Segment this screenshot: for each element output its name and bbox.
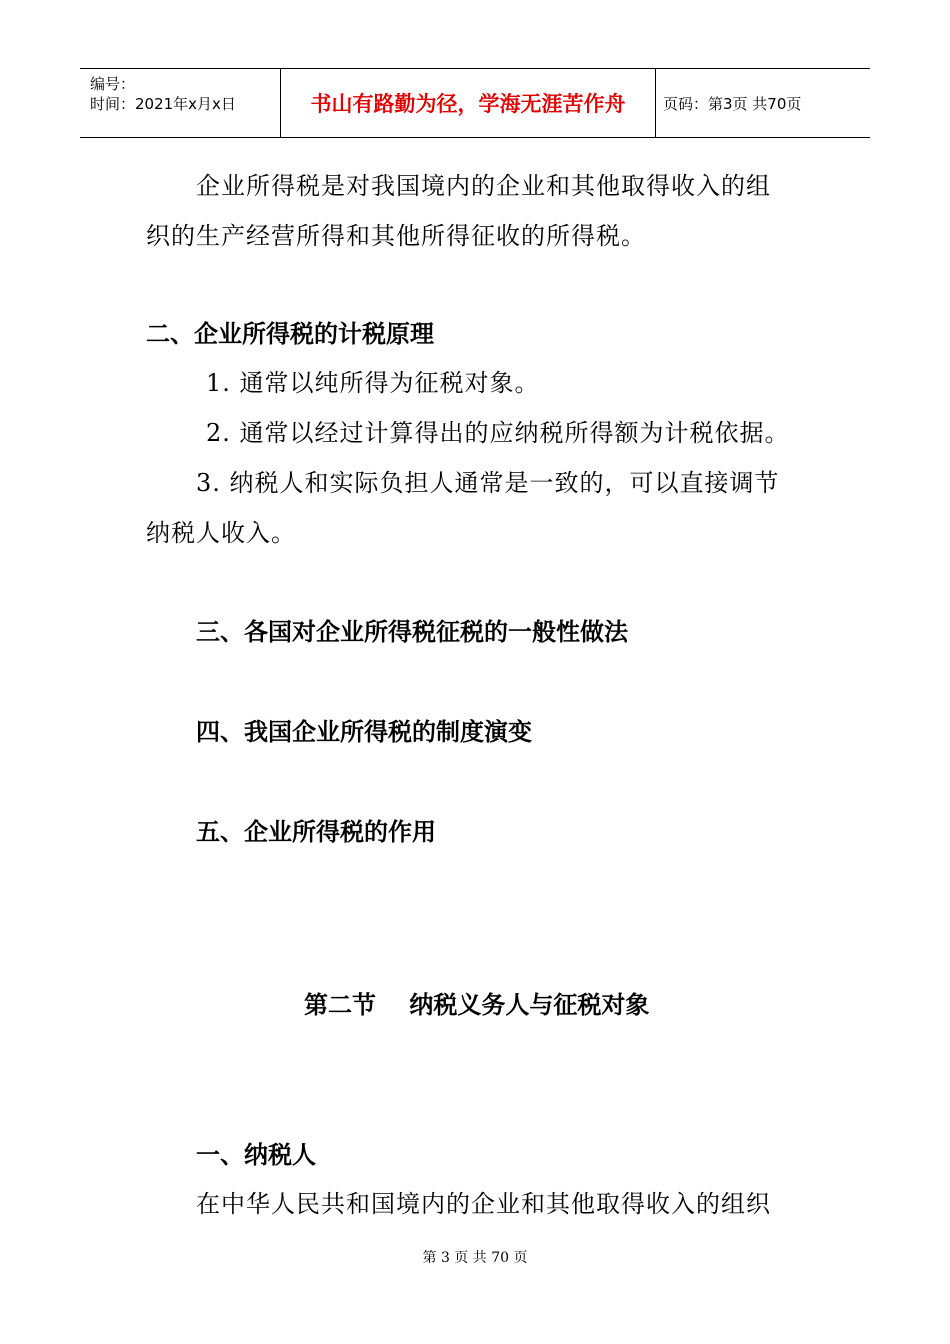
header-motto: 书山有路勤为径，学海无涯苦作舟 [280,69,656,137]
list-item-3-line-2: 纳税人收入。 [146,519,296,547]
list-item-1: 1. 通常以纯所得为征税对象。 [206,369,540,397]
heading-6: 一、纳税人 [196,1141,316,1169]
header-time-label: 时间：2021年x月x日 [90,95,236,113]
list-item-3-line-1: 3. 纳税人和实际负担人通常是一致的，可以直接调节 [196,469,780,497]
header-meta [80,69,280,137]
paragraph-1-line-1: 企业所得税是对我国境内的企业和其他取得收入的组 [196,172,771,200]
heading-3: 三、各国对企业所得税征税的一般性做法 [196,618,628,646]
heading-4: 四、我国企业所得税的制度演变 [196,718,532,746]
document-header [80,68,870,138]
section-title: 第二节 纳税义务人与征税对象 [304,991,650,1019]
page-footer: 第 3 页 共 70 页 [422,1250,528,1266]
paragraph-1-line-2: 织的生产经营所得和其他所得征收的所得税。 [146,222,646,250]
heading-2: 二、企业所得税的计税原理 [146,320,434,348]
header-page-info: 页码：第3页 共70页 [663,94,802,113]
list-item-2: 2. 通常以经过计算得出的应纳税所得额为计税依据。 [206,419,790,447]
paragraph-last: 在中华人民共和国境内的企业和其他取得收入的组织 [196,1190,771,1218]
header-number-label: 编号： [90,75,136,93]
heading-5: 五、企业所得税的作用 [196,818,436,846]
